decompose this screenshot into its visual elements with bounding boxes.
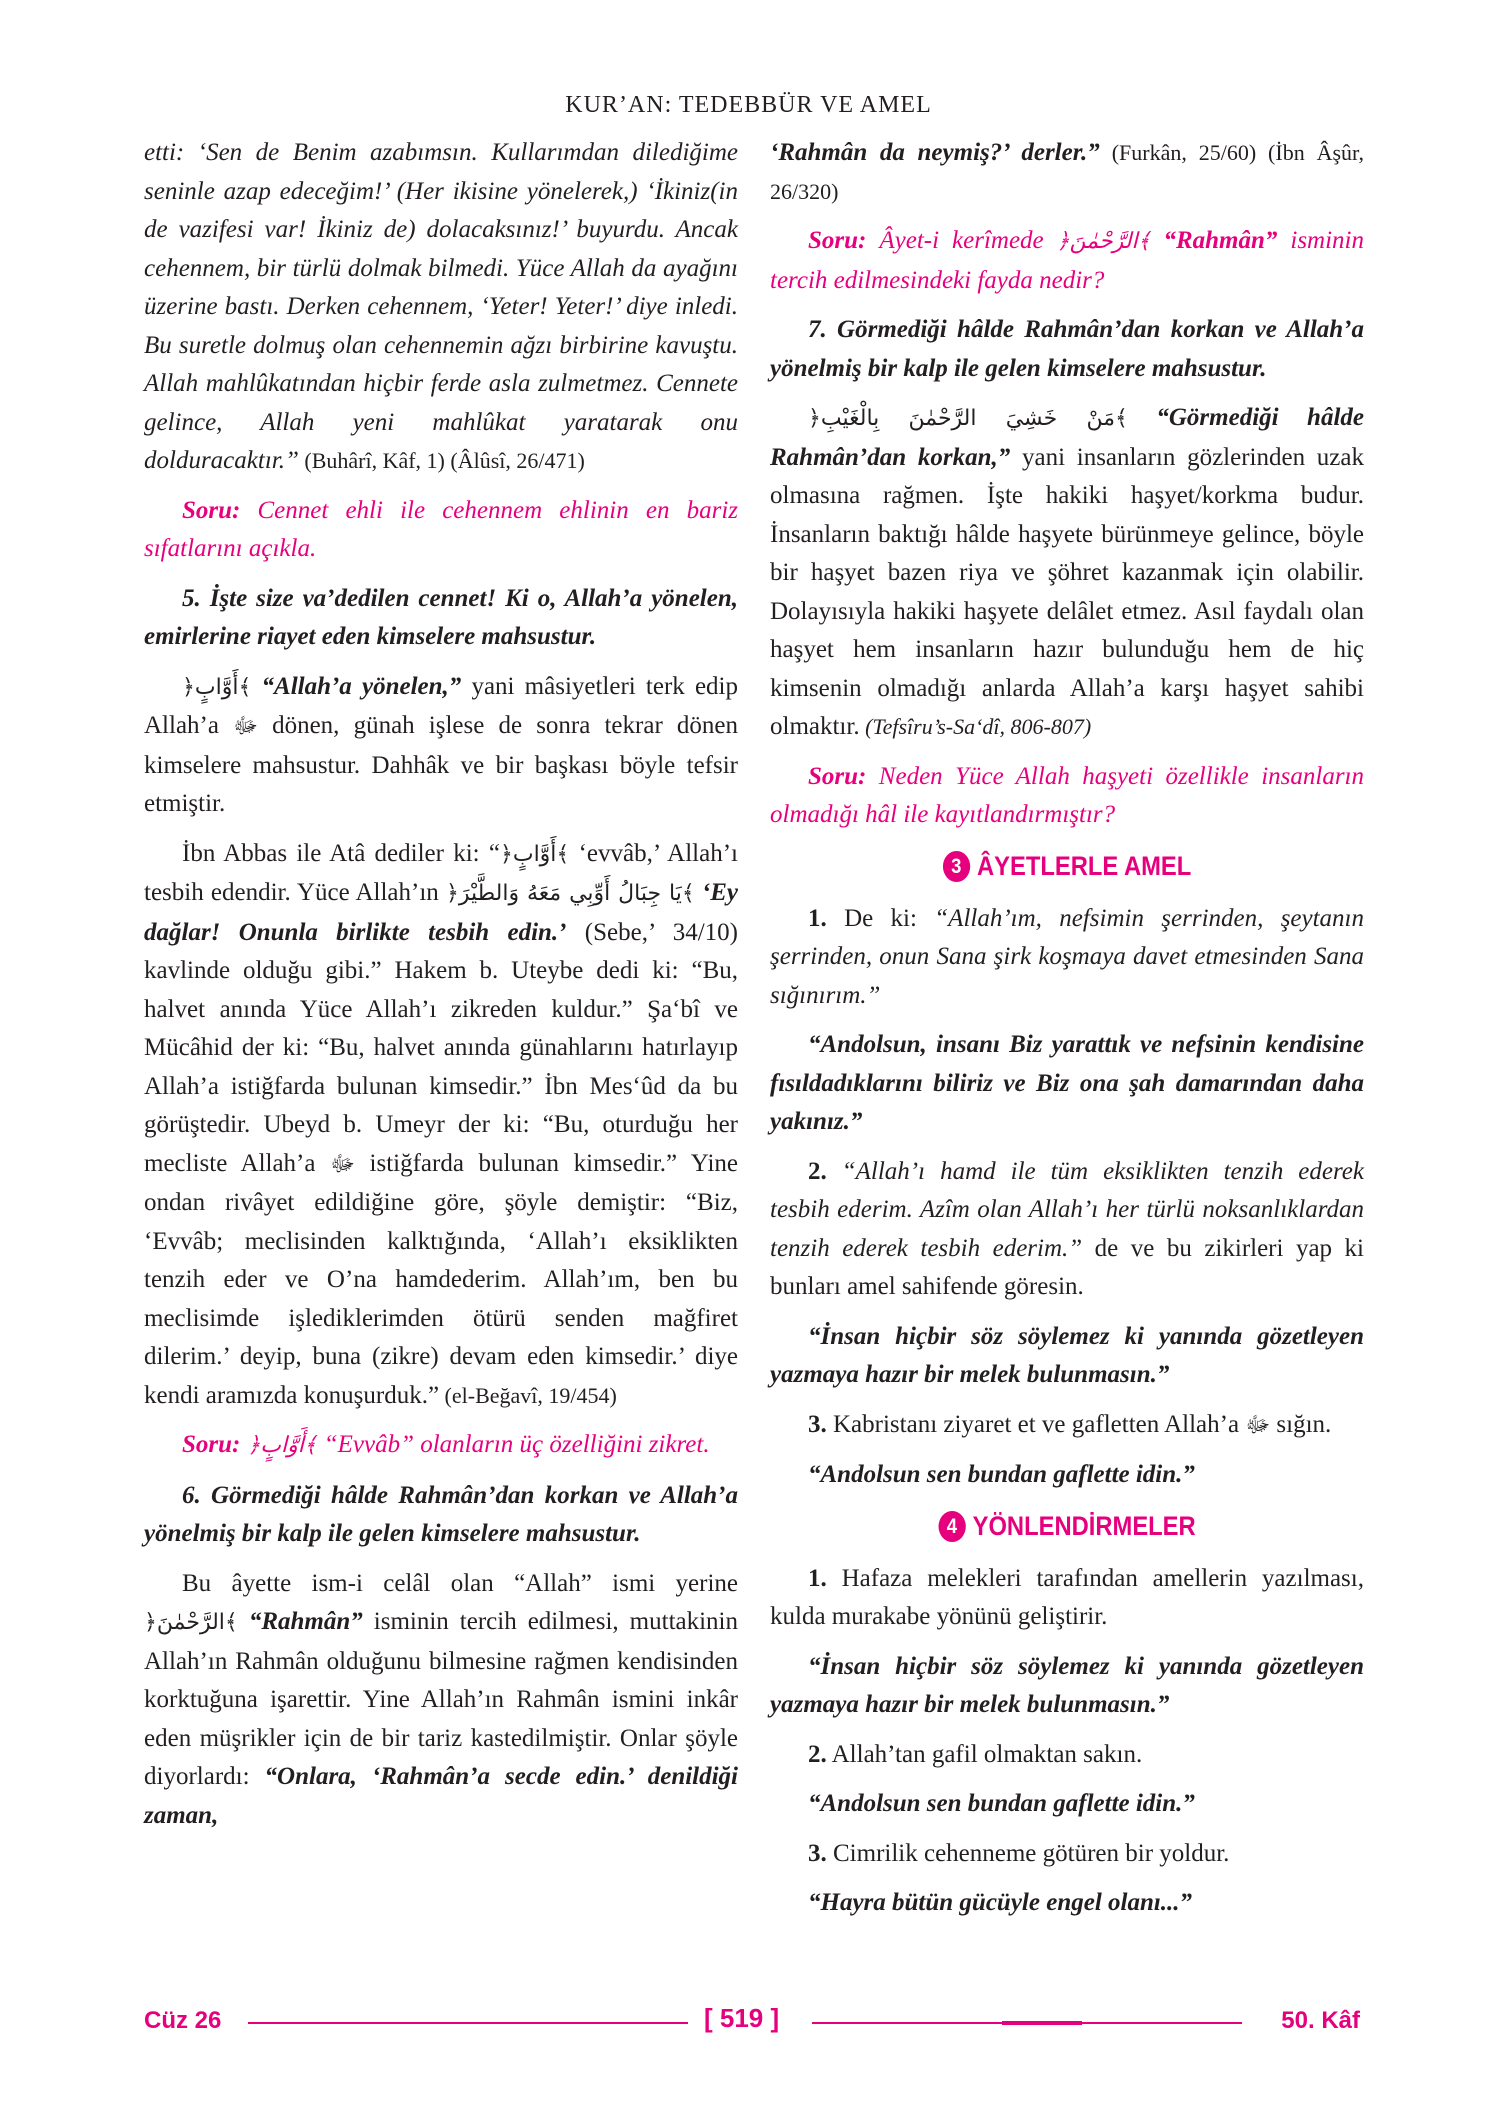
paragraph: ‘Rahmân da neymiş?’ derler.” (Furkân, 25/60) (İbn Âşûr, 26/320) bbox=[770, 139, 1364, 204]
question: Soru: Âyet-i kerîmede ﴿الرَّحْمٰنَ﴾ “Rahmân” isminin tercih edilmesindeki fayda nedir? bbox=[770, 227, 1365, 294]
question: Soru: Neden Yüce Allah haşyeti özellikle insanların olmadığı hâl ile kayıtlandırmıştır? bbox=[770, 762, 1364, 828]
surah-label: 50. Kâf bbox=[1281, 2007, 1360, 2034]
left-column bbox=[144, 134, 738, 1846]
paragraph: İbn Abbas ile Atâ dediler ki: “﴿أَوَّابٍ﴾ ‘evvâb,’ Allah’ı tesbih edendir. Yüce Allah’ın ﴿يَا جِبَالُ أَوِّبِي مَعَهُ وَالطَّيْرَ﴾ ‘Ey dağlar! Onunla birlikte tesbih edin.’ (Sebe,’ 34/10) kavlinde olduğu gibi.” Hakem b. Uteybe dedi ki: “Bu, halvet anında Yüce Allah’ı zikreden kuldur.” Şa‘bî ve Mücâhid der ki: “Bu, halvet anında günahlarını hatırlayıp Allah’a istiğfarda bulunan kimsedir.” İbn Mes‘ûd da bu görüştedir. Ubeyd b. Umeyr der ki: “Bu, oturduğu her mecliste Allah’a ﷻ istiğfarda bulunan kimsedir.” Yine ondan rivâyet edildiğine göre, şöyle demiştir: “Biz, ‘Evvâb; meclisinden kalktığında, ‘Allah’ı eksiklikten tenzih eder ve O’na hamdederim. Allah’ım, ben bu meclisimde işlediklerimden ötürü senden mağfiret dilerim.’ deyip, buna (zikre) devam eden kimsedir.’ diye kendi aramızda konuşurduk.” (el-Beğavî, 19/454) bbox=[144, 839, 738, 1409]
honorific-glyph: ﷻ bbox=[1245, 1412, 1271, 1438]
section-heading-4: 4 YÖNLENDİRMELER bbox=[806, 1506, 1329, 1546]
section-number-badge: 4 bbox=[938, 1511, 965, 1542]
list-item: 3. Cimrilik cehenneme götüren bir yoldur. bbox=[808, 1839, 1230, 1867]
paragraph: ﴿أَوَّابٍ﴾ “Allah’a yönelen,” yani mâsiyetleri terk edip Allah’a ﷻ dönen, günah işlese de sonra tekrar dönen kimselere mahsustur. Dahhâk ve bir başkası böyle tefsir etmiştir. bbox=[144, 672, 738, 817]
footer-rule-left bbox=[248, 2022, 688, 2024]
verse-quote: “Andolsun sen bundan gaflette idin.” bbox=[808, 1461, 1195, 1488]
verse-heading: 5. İşte size va’dedilen cennet! Ki o, Allah’a yönelen, emirlerine riayet eden kimselere mahsustur. bbox=[144, 584, 738, 650]
verse-heading: 6. Görmediği hâlde Rahmân’dan korkan ve Allah’a yönelmiş bir kalp ile gelen kimselere mahsustur. bbox=[144, 1481, 738, 1547]
paragraph: etti: ‘Sen de Benim azabımsın. Kullarımdan dilediğime seninle azap edeceğim!’ (Her ikisine yönelerek,) ‘İkiniz(in de vazifesi var! İkiniz de) dolacaksınız!’ buyurdu. Ancak cehennem, bir türlü dolmak bilmedi. Yüce Allah da ayağını üzerine bastı. Derken cehennem, ‘Yeter! Yeter!’ diye inledi. Bu suretle dolmuş olan cehennemin ağzı birbirine kavuştu. Allah mahlûkatından hiçbir ferde asla zulmetmez. Cennete gelince, Allah yeni mahlûkat yaratarak onu dolduracaktır.” (Buhârî, Kâf, 1) (Âlûsî, 26/471) bbox=[144, 139, 738, 474]
verse-quote: “Andolsun, insanı Biz yarattık ve nefsinin kendisine fısıldadıklarını biliriz ve Biz ona şah damarından daha yakınız.” bbox=[770, 1031, 1364, 1135]
juz-label: Cüz 26 bbox=[144, 2007, 222, 2034]
paragraph: ﴿مَنْ خَشِيَ الرَّحْمٰنَ بِالْغَيْبِ﴾ “Görmediği hâlde Rahmân’dan korkan,” yani insanların gözlerinden uzak olmasına rağmen. İşte hakiki haşyet/korkma budur. İnsanların baktığı hâlde haşyete bürünmeye gelince, böyle bir haşyet bazen riya ve şöhret kazanmak için olabilir. Dolayısıyla hakiki haşyete delâlet etmez. Asıl faydalı olan haşyet hem insanların hazır bulunduğu hem de hiç kimsenin olmadığı anlarda Allah’a karşı haşyet sahibi olmaktır. (Tefsîru’s-Sa‘dî, 806-807) bbox=[770, 404, 1364, 740]
question: Soru: ﴿أَوَّابٍ﴾ “Evvâb” olanların üç özelliğini zikret. bbox=[182, 1431, 710, 1458]
right-column bbox=[770, 134, 1364, 1934]
verse-quote: “Hayra bütün gücüyle engel olanı...” bbox=[808, 1889, 1193, 1916]
honorific-glyph: ﷻ bbox=[233, 714, 258, 739]
paragraph: Bu âyette ism-i celâl olan “Allah” ismi yerine ﴿الرَّحْمٰنَ﴾ “Rahmân” isminin tercih edilmesi, muttakinin Allah’ın Rahmân olduğunu bilmesine rağmen kendisinden korktuğuna işarettir. Yine Allah’ın Rahmân ismini inkâr eden müşrikler için de bir tariz kastedilmiştir. Onlar şöyle diyorlardı: “Onlara, ‘Rahmân’a secde edin.’ denildiği zaman, bbox=[144, 1569, 739, 1829]
page-footer bbox=[0, 2003, 1497, 2043]
honorific-glyph: ﷻ bbox=[330, 1151, 355, 1177]
section-number-badge: 3 bbox=[943, 851, 970, 882]
verse-quote: “İnsan hiçbir söz söylemez ki yanında gözetleyen yazmaya hazır bir melek bulunmasın.” bbox=[770, 1652, 1364, 1718]
page-number: [ 519 ] bbox=[704, 2003, 780, 2033]
verse-heading: 7. Görmediği hâlde Rahmân’dan korkan ve Allah’a yönelmiş bir kalp ile gelen kimselere mahsustur. bbox=[770, 316, 1364, 382]
running-header: KUR’AN: TEDEBBÜR VE AMEL bbox=[565, 92, 932, 118]
list-item: 1. De ki: “Allah’ım, nefsimin şerrinden, şeytanın şerrinden, onun Sana şirk koşmaya davet etmesinden Sana sığınırım.” bbox=[770, 904, 1365, 1009]
footer-rule-accent bbox=[1002, 2021, 1082, 2025]
list-item: 1. Hafaza melekleri tarafından amellerin yazılması, kulda murakabe yönünü geliştirir. bbox=[770, 1564, 1364, 1630]
section-heading-3: 3 ÂYETLERLE AMEL bbox=[806, 846, 1329, 886]
list-item: 2. Allah’tan gafil olmaktan sakın. bbox=[808, 1740, 1143, 1768]
verse-quote: “İnsan hiçbir söz söylemez ki yanında gözetleyen yazmaya hazır bir melek bulunmasın.” bbox=[770, 1322, 1364, 1388]
list-item: 2. “Allah’ı hamd ile tüm eksiklikten tenzih ederek tesbih ederim. Azîm olan Allah’ı her türlü noksanlıklardan tenzih ederek tesbih ederim.” de ve bu zikirleri yap ki bunları amel sahifende göresin. bbox=[770, 1157, 1364, 1300]
list-item: 3. Kabristanı ziyaret et ve gafletten Allah’a ﷻ sığın. bbox=[808, 1410, 1332, 1438]
question: Soru: Cennet ehli ile cehennem ehlinin en bariz sıfatlarını açıkla. bbox=[144, 496, 738, 562]
verse-quote: “Andolsun sen bundan gaflette idin.” bbox=[808, 1790, 1195, 1817]
